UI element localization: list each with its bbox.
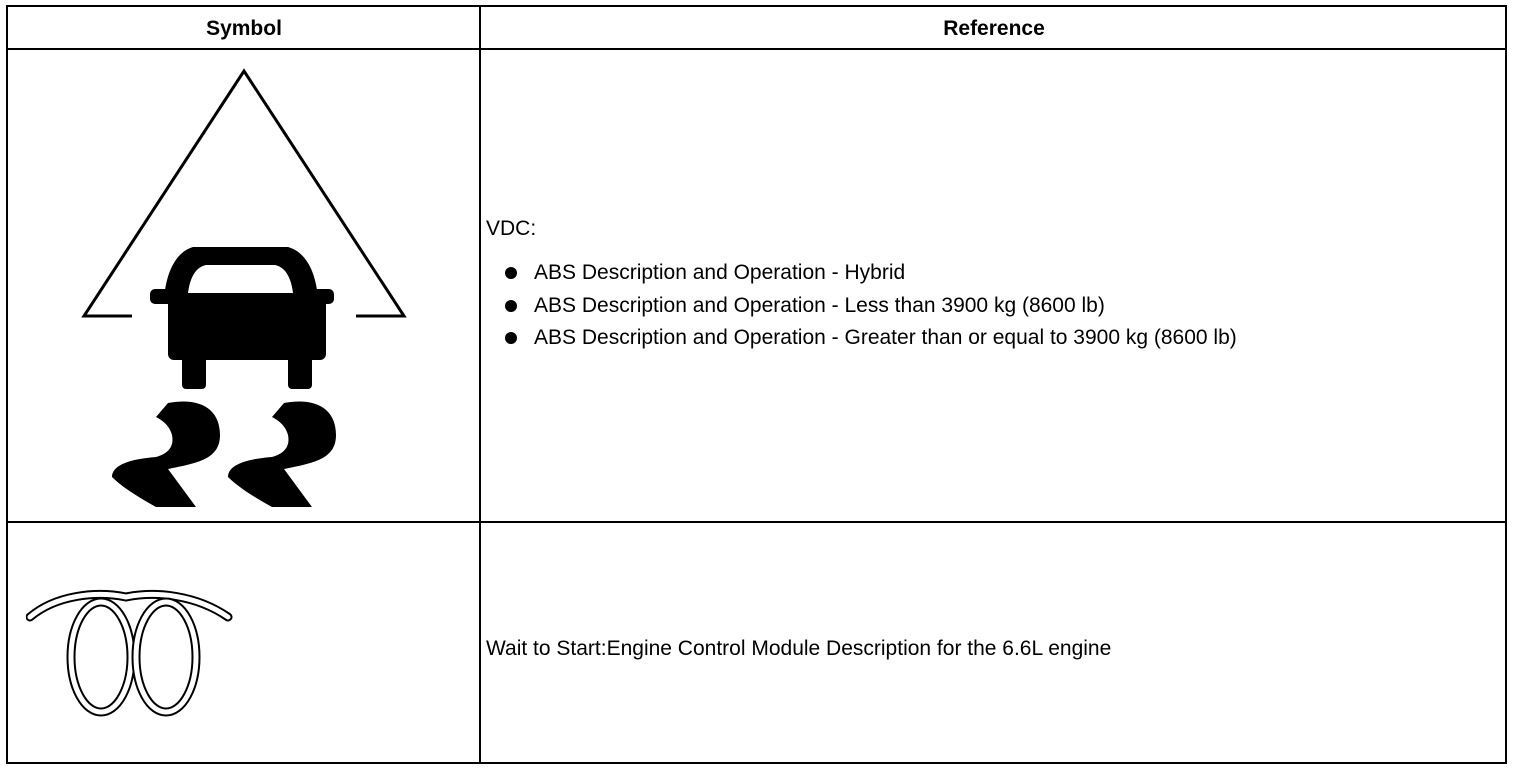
reference-intro: VDC:	[486, 217, 537, 240]
glow-plug-coil-icon	[26, 587, 236, 719]
bullet-icon	[505, 267, 517, 279]
reference-cell-wait-to-start: Wait to Start:Engine Control Module Description for the 6.6L engine	[486, 637, 1112, 660]
list-item	[486, 290, 1237, 323]
row-divider	[8, 521, 1505, 523]
header-divider	[8, 48, 1505, 50]
list-item-text: ABS Description and Operation - Less than 3900 kg (8600 lb)	[534, 293, 1105, 317]
list-item	[486, 257, 1237, 290]
reference-table	[6, 5, 1507, 764]
header-symbol: Symbol	[206, 17, 282, 40]
bullet-icon	[505, 300, 517, 312]
list-item	[486, 322, 1237, 355]
list-item-text: ABS Description and Operation - Greater than or equal to 3900 kg (8600 lb)	[534, 326, 1237, 349]
list-item-text: ABS Description and Operation - Hybrid	[534, 261, 906, 284]
header-reference: Reference	[943, 17, 1045, 40]
column-divider	[479, 7, 481, 762]
reference-list	[486, 257, 1237, 355]
vehicle-stability-skid-warning-icon	[78, 67, 418, 513]
reference-cell-vdc	[486, 213, 1237, 355]
bullet-icon	[505, 332, 517, 344]
